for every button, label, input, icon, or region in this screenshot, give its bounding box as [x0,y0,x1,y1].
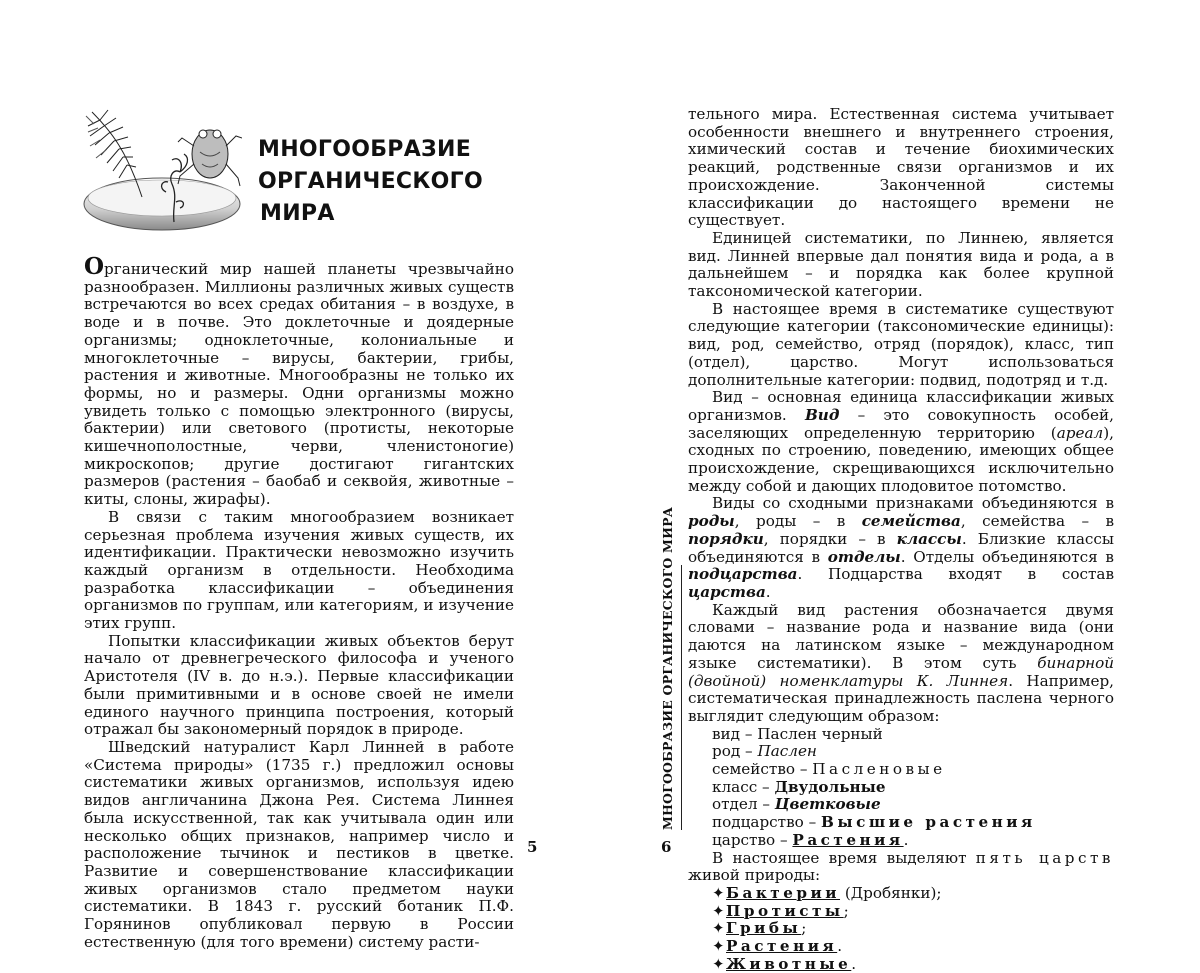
paragraph [84,253,514,509]
term-areal: ареал [1056,423,1104,442]
star-bullet-icon: ✦ [712,954,725,973]
kingdom-item: ✦Животные. [712,954,857,973]
taxonomy-item: семейство – Пасленовые [712,760,946,779]
five-kingdoms-phrase: пять царств [975,848,1114,867]
paragraph: Виды со сходными признаками объединяются в роды, роды – в семейства, семейства – в порядки, порядки – в классы. Близкие классы объединяются в отделы. Отделы объединяются в подцарства. Подцарства входят в состав царства. [688,494,1115,601]
star-bullet-icon: ✦ [712,919,725,938]
star-bullet-icon: ✦ [712,883,725,902]
left-body-text [84,253,514,951]
kingdom-item: ✦Растения. [712,937,843,956]
term-klassy: классы [896,529,962,548]
chapter-title-line: ОРГАНИЧЕСКОГО [258,169,483,194]
kingdom-item: ✦Бактерии (Дробянки); [712,883,942,902]
term-vid: Вид [804,405,840,424]
taxonomy-item: отдел – Цветковые [712,795,881,814]
term-binary-nomenclature: бинарной (двойной) номенклатуры К. Линнея [688,653,1114,690]
chapter-title [258,134,528,230]
paragraph: тельного мира. Естественная система учитывает особенности внешнего и внутреннего строения, химический состав и течение биохимических реакций, родственные связи организмов и их происхождение. Законченной системы классификации до настоящего времени не существует. [688,105,1114,230]
paragraph: Единицей систематики, по Линнею, является вид. Линней впервые дал понятия вида и рода, а в дальнейшем – и порядка как более крупной таксономической категории. [688,228,1114,301]
right-body-text [688,106,1114,973]
running-head-rule [681,565,682,830]
paragraph: В настоящее время выделяют пять царств живой природы: [688,848,1114,885]
paragraph: Вид – основная единица классификации живых организмов. Вид – это совокупность особей, заселяющих определенную территорию (ареал), сходных по строению, поведению, имеющих общее происхождение, скрещивающихся исключительно между собой и дающих плодовитое потомство. [688,388,1114,495]
taxonomy-item: вид – Паслен черный [712,724,883,743]
chapter-emblem-illustration [82,102,242,232]
kingdoms-list [688,885,1114,973]
chapter-title-line: МНОГООБРАЗИЕ [258,137,472,162]
star-bullet-icon: ✦ [712,901,725,920]
paragraph: Попытки классификации живых объектов берут начало от древнегреческого философа и ученого Аристотеля (IV в. до н.э.). Первые классификации были примитивными и в основе своей не имели единого научного принципа построения, который отражал бы закономерный порядок в природе. [84,631,514,739]
page-number: 5 [527,838,538,856]
term-tsarstva: царства [688,582,766,601]
kingdom-item: ✦Грибы; [712,919,807,938]
star-bullet-icon: ✦ [712,937,725,956]
running-head: МНОГООБРАЗИЕ ОРГАНИЧЕСКОГО МИРА [660,506,675,830]
taxonomy-item: класс – Двудольные [712,777,886,796]
term-poryadki: порядки [688,529,764,548]
left-page [0,0,600,951]
kingdom-item: ✦Протисты; [712,901,849,920]
taxonomy-item: подцарство – Высшие растения [712,813,1036,832]
paragraph: Каждый вид растения обозначается двумя словами – название рода и название вида (они даются на латинском языке – международном языке систематики). В этом суть бинарной (двойной) номенклатуры К. Линнея. Например, систематическая принадлежность паслена черного выглядит следующим образом: [688,600,1114,725]
taxonomy-list [688,726,1114,850]
page-number: 6 [661,838,672,856]
taxonomy-item: род – Паслен [712,742,817,761]
paragraph-text: рганический мир нашей планеты чрезвычайно разнообразен. Миллионы различных живых существ встречаются во всех средах обитания – в воздухе, в воде и в почве. Это доклеточные и доядерные организмы; одноклеточные, колониальные и многоклеточные – вирусы, бактерии, грибы, растения и животные. Многообразны не только их формы, но и размеры. Одни организмы можно увидеть только с помощью электронного (вирусы, бактерии) или светового (протисты, некоторые кишечнополостные, черви, членистоногие) микроскопов; другие достигают гигантских размеров (растения – баобаб и секвойя, животные – киты, слоны, жирафы). [84,260,514,509]
term-rody: роды [688,512,735,531]
paragraph: В связи с таким многообразием возникает серьезная проблема изучения живых существ, их идентификации. Практически невозможно изучить каждый организм в отдельности. Необходима разработка классификации – объединения организмов по группам, или категориям, и изучение этих групп. [84,507,514,633]
term-otdely: отделы [827,547,901,566]
term-podtsarstva: подцарства [688,565,798,584]
chapter-title-line: МИРА [260,201,335,226]
term-semeystva: семейства [861,512,961,531]
paragraph: Шведский натуралист Карл Линней в работе «Система природы» (1735 г.) предложил основы систематики живых организмов, используя идею видов англичанина Джона Рея. Система Линнея была искусственной, так как учитывала один или несколько общих признаков, например число и расположение тычинок и пестиков в цветке. Развитие и совершенствование классификации живых организмов стало предметом науки систематики. В 1843 г. русский ботаник П.Ф. Горянинов опубликовал первую в России естественную (для того времени) систему расти- [84,737,514,951]
taxonomy-item: царство – Растения. [712,830,909,849]
drop-cap: О [84,253,105,280]
paragraph: В настоящее время в систематике существуют следующие категории (таксономические единицы): вид, род, семейство, отряд (порядок), класс, тип (отдел), царство. Могут использоваться дополнительные категории: подвид, подотряд и т.д. [688,299,1114,389]
